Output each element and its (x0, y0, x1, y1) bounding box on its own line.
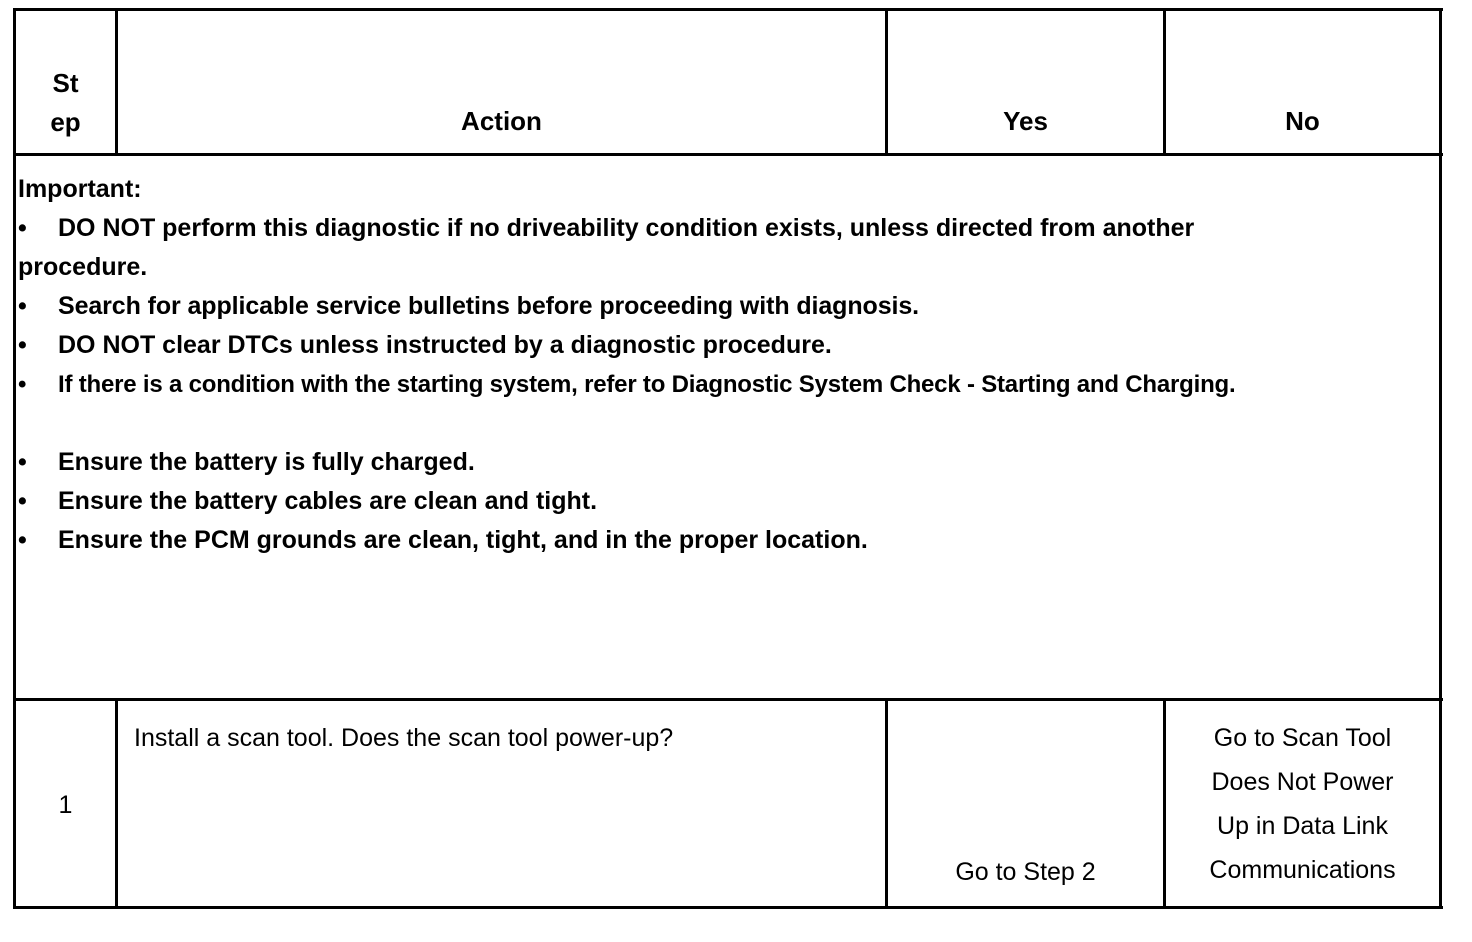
table-border-top (13, 8, 1443, 11)
important-item-text: Ensure the battery cables are clean and tight. (58, 487, 598, 515)
bullet-icon: • (18, 371, 27, 398)
important-item (18, 443, 1428, 482)
important-item-text: Ensure the battery is fully charged. (58, 448, 475, 476)
table-border-bottom (13, 906, 1443, 909)
row1-no-line4: Communications (1209, 856, 1396, 884)
important-notice (18, 170, 1428, 560)
important-item (18, 482, 1428, 521)
header-step (16, 64, 115, 142)
header-yes: Yes (1003, 106, 1048, 136)
important-item (18, 365, 1428, 404)
header-divider (13, 153, 1443, 156)
important-item (18, 521, 1428, 560)
important-item (18, 209, 1428, 248)
row1-no-line2: Does Not Power (1211, 768, 1394, 796)
bullet-icon: • (18, 214, 27, 242)
table-border-right (1439, 8, 1442, 909)
table-border-left (13, 8, 16, 909)
important-item (18, 287, 1428, 326)
spacer (18, 404, 1428, 443)
header-step-line2: ep (50, 107, 81, 137)
header-no: No (1285, 106, 1320, 136)
bullet-icon: • (18, 487, 27, 515)
important-item-text: Ensure the PCM grounds are clean, tight, and in the proper location. (58, 526, 868, 554)
row1-no-line1: Go to Scan Tool (1213, 724, 1392, 752)
important-item-text: DO NOT clear DTCs unless instructed by a diagnostic procedure. (58, 331, 832, 359)
important-divider (13, 698, 1443, 701)
row1-yes: Go to Step 2 (955, 858, 1096, 886)
bullet-icon: • (18, 526, 27, 554)
important-item (18, 326, 1428, 365)
important-title: Important: (18, 175, 142, 203)
row1-step: 1 (58, 791, 73, 819)
header-step-line1: St (52, 68, 79, 98)
important-item-continuation: procedure. (18, 253, 148, 281)
bullet-icon: • (18, 448, 27, 476)
important-item-text: If there is a condition with the starting system, refer to Diagnostic System Check - Starting and Charging. (58, 371, 1236, 398)
row1-divider-step (115, 698, 118, 909)
bullet-icon: • (18, 292, 27, 320)
bullet-icon: • (18, 331, 27, 359)
important-item-text: DO NOT perform this diagnostic if no driveability condition exists, unless directed from another (58, 214, 1195, 242)
header-action: Action (461, 106, 542, 136)
row1-no-line3: Up in Data Link (1217, 812, 1388, 840)
row1-action: Install a scan tool. Does the scan tool power-up? (134, 724, 674, 752)
row1-no (1166, 716, 1439, 892)
important-item-text: Search for applicable service bulletins before proceeding with diagnosis. (58, 292, 919, 320)
